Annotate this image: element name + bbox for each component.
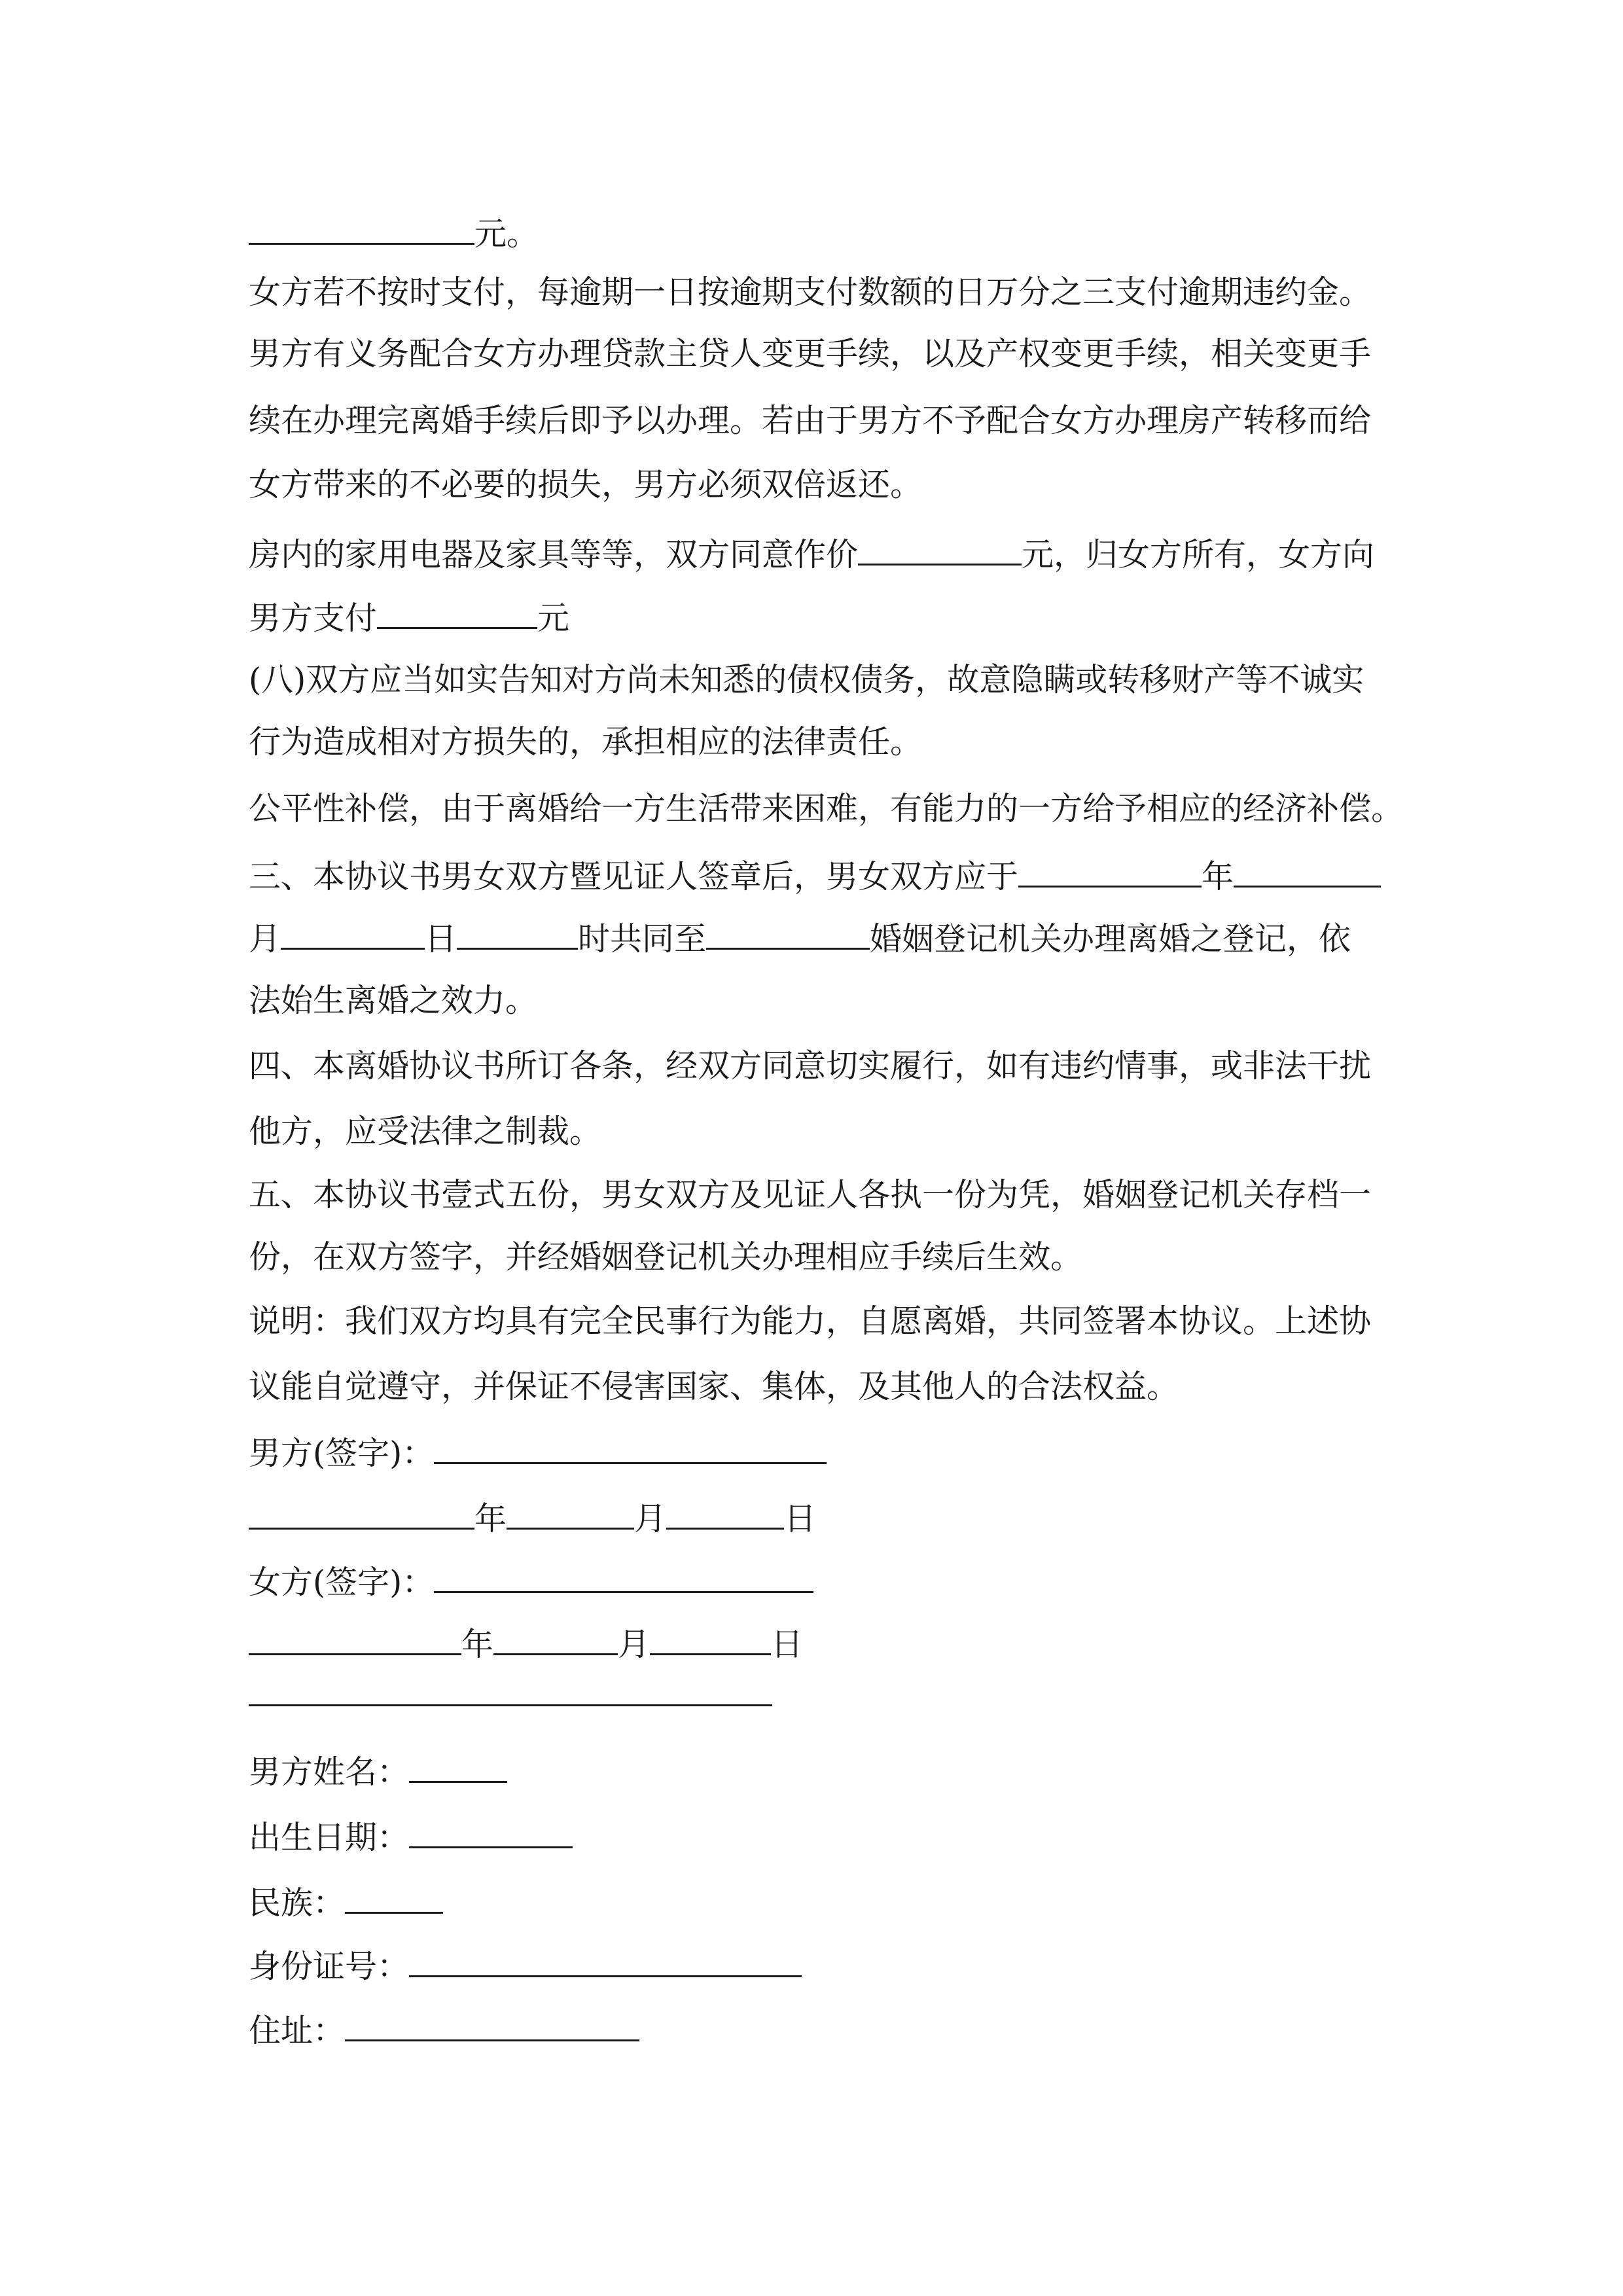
text-line — [249, 980, 537, 1021]
year-blank[interactable] — [249, 1622, 461, 1655]
fill-blank[interactable] — [1234, 854, 1381, 888]
address-field[interactable] — [345, 2008, 639, 2041]
text-line — [249, 916, 1351, 960]
line-text: 月 — [618, 1626, 651, 1663]
id-number-line — [249, 1944, 802, 1987]
line-text: 年 — [1202, 858, 1234, 895]
month-blank[interactable] — [507, 1496, 634, 1530]
line-text: 日 — [425, 920, 457, 958]
line-text: 女方若不按时支付，每逾期一日按逾期支付数额的日万分之三支付逾期违约金。 — [249, 274, 1372, 311]
text-line — [249, 789, 1403, 829]
line-text: 婚姻登记机关办理离婚之登记，依 — [870, 920, 1351, 958]
line-text: 民族： — [249, 1884, 346, 1922]
male-signature-field[interactable] — [434, 1431, 827, 1464]
line-text: 房内的家用电器及家具等等，双方同意作价 — [249, 536, 859, 573]
line-text: 他方，应受法律之制裁。 — [249, 1113, 602, 1150]
line-text: 元 — [537, 600, 570, 637]
text-line — [249, 1046, 1371, 1086]
line-text: 女方带来的不必要的损失，男方必须双倍返还。 — [249, 466, 923, 503]
line-text: 五、本协议书壹式五份，男女双方及见证人各执一份为凭，婚姻登记机关存档一 — [249, 1176, 1372, 1213]
line-text: 议能自觉遵守，并保证不侵害国家、集体，及其他人的合法权益。 — [249, 1368, 1179, 1405]
line-text: 行为造成相对方损失的，承担相应的法律责任。 — [249, 723, 923, 761]
line-text: 元，归女方所有，女方向 — [1022, 536, 1375, 573]
text-line — [249, 272, 1371, 313]
line-text: 续在办理完离婚手续后即予以办理。若由于男方不予配合女方办理房产转移而给 — [249, 402, 1372, 439]
fill-blank[interactable] — [281, 916, 425, 950]
line-text: 三、本协议书男女双方暨见证人签章后，男女双方应于 — [249, 858, 1019, 895]
fill-blank[interactable] — [858, 532, 1022, 565]
text-line — [249, 660, 1364, 700]
year-blank[interactable] — [249, 1496, 474, 1530]
line-text: 月 — [249, 920, 281, 958]
text-line — [249, 1237, 1082, 1278]
line-text: 四、本离婚协议书所订各条，经双方同意切实履行，如有违约情事，或非法干扰 — [249, 1047, 1372, 1085]
text-line — [249, 532, 1374, 575]
text-line — [249, 596, 569, 639]
text-line — [249, 1175, 1371, 1215]
text-line — [249, 1301, 1371, 1342]
line-text: 住址： — [249, 2012, 346, 2049]
text-line — [249, 722, 922, 762]
line-text: 日 — [784, 1500, 817, 1537]
line-text: 女方(签字)： — [249, 1564, 435, 1601]
fill-blank[interactable] — [249, 211, 474, 245]
line-text: 年 — [461, 1626, 494, 1663]
text-line — [249, 211, 539, 255]
line-text: 男方有义务配合女方办理贷款主贷人变更手续，以及产权变更手续，相关变更手 — [249, 335, 1372, 372]
line-text: 公平性补偿，由于离婚给一方生活带来困难，有能力的一方给予相应的经济补偿。 — [249, 790, 1404, 827]
line-text: 男方姓名： — [249, 1753, 410, 1791]
id-number-field[interactable] — [409, 1944, 802, 1977]
fill-blank[interactable] — [706, 916, 870, 950]
line-text: 说明：我们双方均具有完全民事行为能力，自愿离婚，共同签署本协议。上述协 — [249, 1302, 1372, 1340]
separator-rule — [249, 1704, 772, 1706]
ethnicity-line — [249, 1880, 443, 1924]
line-text: 身份证号： — [249, 1948, 410, 1985]
day-blank[interactable] — [666, 1496, 784, 1530]
line-text: 月 — [634, 1500, 667, 1537]
ethnicity-field[interactable] — [345, 1880, 443, 1914]
text-line — [249, 401, 1371, 441]
male-date-line — [249, 1496, 816, 1539]
line-text: 男方支付 — [249, 600, 378, 637]
line-text: 年 — [474, 1500, 507, 1537]
text-line — [249, 1111, 601, 1152]
fill-blank[interactable] — [457, 916, 578, 950]
line-text: 时共同至 — [578, 920, 707, 958]
female-signature-line — [249, 1560, 813, 1603]
male-signature-line — [249, 1431, 827, 1474]
line-text: 元。 — [474, 215, 539, 253]
birth-date-line — [249, 1815, 573, 1858]
birth-date-field[interactable] — [409, 1815, 573, 1848]
address-line — [249, 2008, 639, 2051]
line-text: 男方(签字)： — [249, 1435, 435, 1472]
line-text: 份，在双方签字，并经婚姻登记机关办理相应手续后生效。 — [249, 1238, 1083, 1276]
text-line — [249, 854, 1381, 897]
month-blank[interactable] — [493, 1622, 618, 1655]
name-field[interactable] — [409, 1749, 507, 1783]
male-name-line — [249, 1749, 507, 1793]
female-signature-field[interactable] — [434, 1560, 813, 1593]
fill-blank[interactable] — [1018, 854, 1202, 888]
text-line — [249, 465, 922, 505]
text-line — [249, 1367, 1179, 1407]
line-text: 法始生离婚之效力。 — [249, 982, 538, 1019]
fill-blank[interactable] — [377, 596, 537, 629]
line-text: 日 — [771, 1626, 804, 1663]
text-line — [249, 334, 1371, 374]
female-date-line — [249, 1622, 803, 1665]
line-text: (八)双方应当如实告知对方尚未知悉的债权债务，故意隐瞒或转移财产等不诚实 — [249, 661, 1364, 698]
day-blank[interactable] — [650, 1622, 771, 1655]
line-text: 出生日期： — [249, 1819, 410, 1856]
